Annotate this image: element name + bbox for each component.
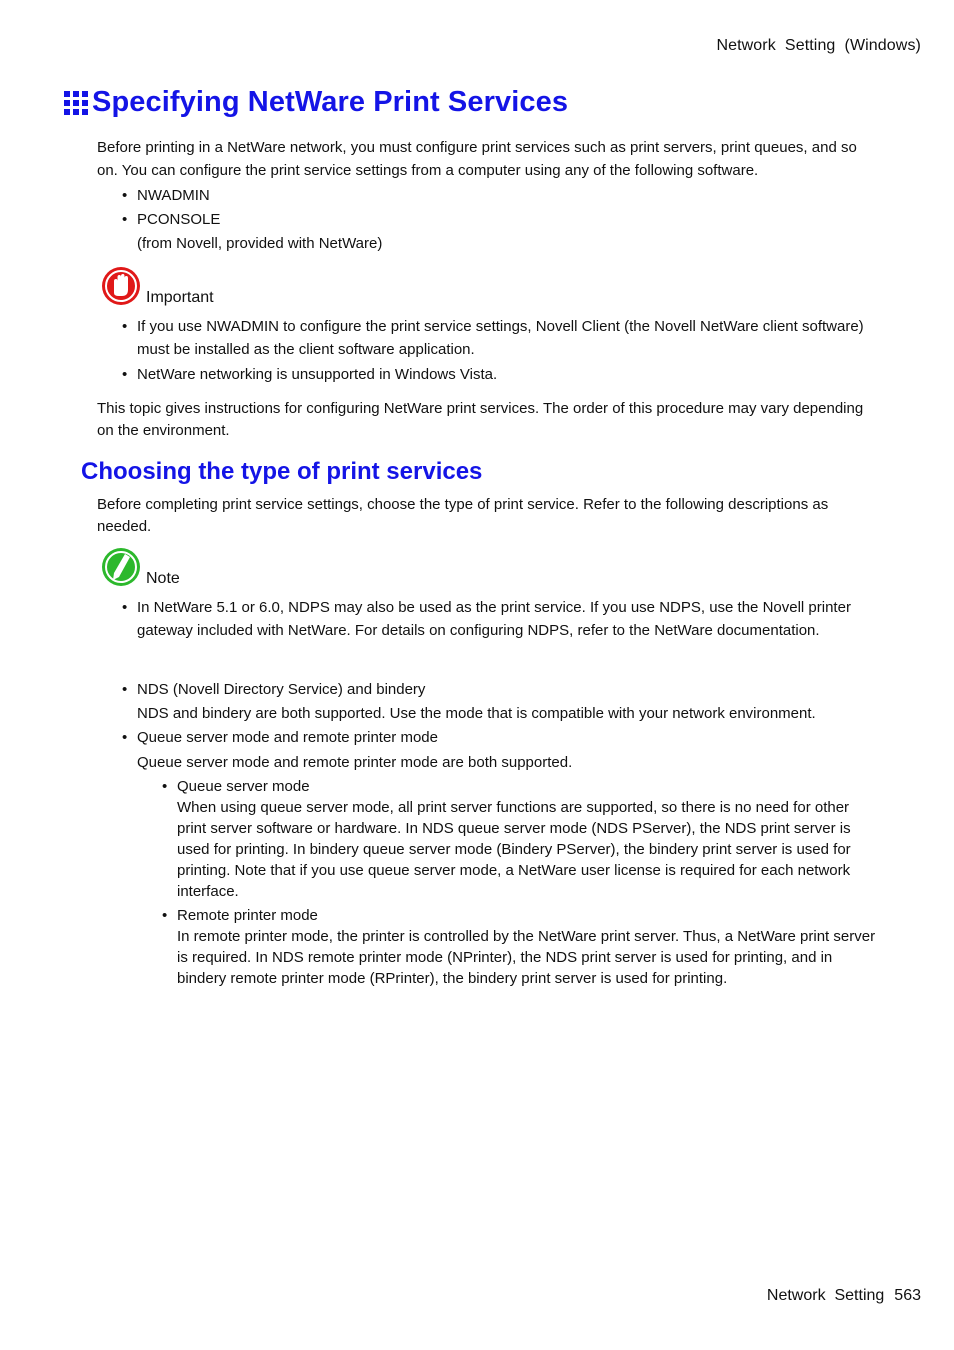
submode-title: • Remote printer mode [177, 907, 318, 924]
submode-title: • Queue server mode [177, 778, 310, 795]
list-item: • PCONSOLE [122, 208, 882, 232]
note-callout [100, 546, 180, 588]
topic-paragraph: This topic gives instructions for configuring NetWare print services. The order of this procedure may vary depending on the environment. [97, 400, 864, 439]
software-note: (from Novell, provided with NetWare) [137, 235, 383, 252]
submode-description: When using queue server mode, all print server functions are supported, so there is no need for other print server software or hardware. In NDS queue server mode (NDS PServer), the NDS print server is used for printing. In bindery queue server mode (Bindery PServer), the bindery print server is used for printing. Note that if you use queue server mode, a NetWare user license is required for each network interface. [177, 799, 851, 900]
submode-description: In remote printer mode, the printer is controlled by the NetWare print server. Thus, a NetWare print server is required. In NDS remote printer mode (NPrinter), the NDS print server is used for printing, and in bindery remote printer mode (RPrinter), the bindery print server is used for printing. [177, 928, 876, 987]
list-item: • If you use NWADMIN to configure the print service settings, Novell Client (the Novell NetWare client software) must be installed as the client software application. [122, 315, 882, 361]
section-intro: Before completing print service settings, choose the type of print service. Refer to the following descriptions as needed. [97, 496, 829, 535]
note-label: Note [146, 570, 180, 587]
note-list [122, 596, 882, 642]
list-item: • NWADMIN [122, 183, 882, 208]
grid-icon [64, 91, 88, 115]
submode-item [162, 776, 882, 902]
page-title-block [64, 86, 568, 119]
list-item: • NDS (Novell Directory Service) and bindery [122, 678, 882, 702]
important-list [122, 315, 882, 386]
running-header: Network Setting (Windows) [716, 37, 921, 54]
software-list [122, 183, 882, 256]
footer-section: Network Setting [766, 1287, 885, 1304]
page-number: 563 [894, 1287, 921, 1304]
intro-paragraph: Before printing in a NetWare network, you must configure print services such as print servers, print queues, and so on. You can configure the print service settings from a computer using any of the following software. [97, 139, 857, 179]
mode-description: Queue server mode and remote printer mode are both supported. [137, 754, 573, 771]
pencil-icon [100, 546, 142, 588]
mode-description: NDS and bindery are both supported. Use the mode that is compatible with your network environment. [137, 705, 816, 722]
stop-hand-icon [100, 265, 142, 307]
page-title: Specifying NetWare Print Services [92, 86, 569, 118]
submode-list [162, 776, 882, 989]
list-item: • In NetWare 5.1 or 6.0, NDPS may also be used as the print service. If you use NDPS, use the Novell printer gateway included with NetWare. For details on configuring NDPS, refer to the NetWare documentation. [122, 596, 882, 642]
page-footer [757, 1287, 921, 1305]
section-heading: Choosing the type of print services [81, 458, 483, 485]
important-label: Important [146, 289, 214, 306]
list-item: • Queue server mode and remote printer mode [122, 726, 882, 750]
mode-list [122, 678, 882, 776]
submode-item [162, 905, 882, 989]
important-callout [100, 265, 214, 307]
list-item: • NetWare networking is unsupported in Windows Vista. [122, 363, 882, 386]
